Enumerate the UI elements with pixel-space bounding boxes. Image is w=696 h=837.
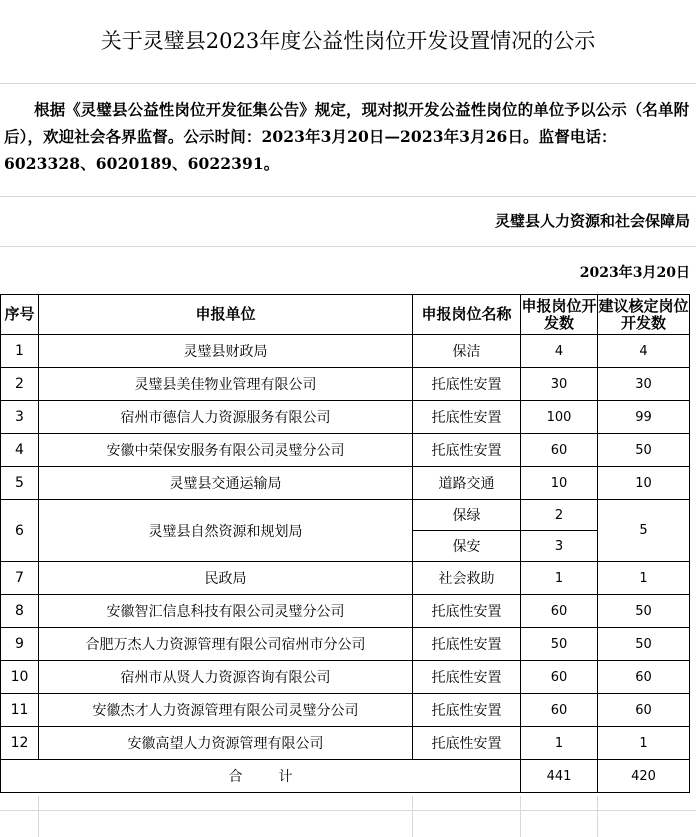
- grid-line: [520, 796, 521, 837]
- row-unit: 灵璧县自然资源和规划局: [39, 500, 413, 562]
- total-label: [1, 760, 521, 793]
- row-seq: 7: [1, 562, 39, 595]
- row-post: 道路交通: [413, 467, 521, 500]
- table-row: [1, 401, 690, 434]
- table-row: [1, 500, 690, 531]
- grid-line: [0, 810, 696, 811]
- row-apply: 1: [521, 562, 598, 595]
- table-row: [1, 335, 690, 368]
- row-approve: 30: [598, 368, 690, 401]
- row-post: 社会救助: [413, 562, 521, 595]
- table-row: [1, 661, 690, 694]
- table-row: [1, 727, 690, 760]
- row-seq: 2: [1, 368, 39, 401]
- row-unit: 合肥万杰人力资源管理有限公司宿州市分公司: [39, 628, 413, 661]
- row-approve: 60: [598, 661, 690, 694]
- row-apply: 60: [521, 661, 598, 694]
- header-seq: 序号: [1, 295, 39, 335]
- row-approve: 50: [598, 628, 690, 661]
- header-post: 申报岗位名称: [413, 295, 521, 335]
- row-unit: 宿州市德信人力资源服务有限公司: [39, 401, 413, 434]
- header-unit: 申报单位: [39, 295, 413, 335]
- total-row: [1, 760, 690, 793]
- grid-line: [0, 196, 696, 197]
- row-unit: 灵璧县财政局: [39, 335, 413, 368]
- row-post: 托底性安置: [413, 595, 521, 628]
- row-unit: 安徽中荣保安服务有限公司灵璧分公司: [39, 434, 413, 467]
- row-apply: 3: [521, 531, 598, 562]
- row-apply: 10: [521, 467, 598, 500]
- row-seq: 11: [1, 694, 39, 727]
- row-seq: 6: [1, 500, 39, 562]
- row-unit: 灵璧县交通运输局: [39, 467, 413, 500]
- row-post: 托底性安置: [413, 628, 521, 661]
- grid-line: [0, 83, 696, 84]
- row-approve: 60: [598, 694, 690, 727]
- row-apply: 60: [521, 595, 598, 628]
- row-apply: 30: [521, 368, 598, 401]
- grid-line: [412, 796, 413, 837]
- row-apply: 50: [521, 628, 598, 661]
- row-post: 托底性安置: [413, 368, 521, 401]
- issue-date: 2023年3月20日: [579, 265, 690, 281]
- row-seq: 4: [1, 434, 39, 467]
- issuing-organization: 灵璧县人力资源和社会保障局: [494, 212, 690, 230]
- row-apply: 60: [521, 434, 598, 467]
- table-row: [1, 628, 690, 661]
- row-post: 托底性安置: [413, 401, 521, 434]
- row-unit: 安徽智汇信息科技有限公司灵璧分公司: [39, 595, 413, 628]
- row-seq: 12: [1, 727, 39, 760]
- row-approve: 10: [598, 467, 690, 500]
- row-unit: 灵璧县美佳物业管理有限公司: [39, 368, 413, 401]
- row-seq: 1: [1, 335, 39, 368]
- row-approve: 50: [598, 434, 690, 467]
- table-row: [1, 368, 690, 401]
- row-approve: 4: [598, 335, 690, 368]
- row-seq: 8: [1, 595, 39, 628]
- row-apply: 2: [521, 500, 598, 531]
- table-row: [1, 434, 690, 467]
- row-apply: 60: [521, 694, 598, 727]
- row-post: 托底性安置: [413, 661, 521, 694]
- table-header-row: [1, 295, 690, 335]
- table-row: [1, 694, 690, 727]
- row-post: 托底性安置: [413, 694, 521, 727]
- positions-table: [0, 294, 690, 793]
- total-label-text: 合计: [228, 769, 329, 785]
- grid-line: [597, 796, 598, 837]
- row-post: 托底性安置: [413, 727, 521, 760]
- row-seq: 5: [1, 467, 39, 500]
- row-seq: 3: [1, 401, 39, 434]
- row-approve: 1: [598, 727, 690, 760]
- row-seq: 10: [1, 661, 39, 694]
- row-post: 保安: [413, 531, 521, 562]
- header-apply-count: 申报岗位开发数: [521, 295, 598, 335]
- row-approve: 99: [598, 401, 690, 434]
- header-approve-count: 建议核定岗位开发数: [598, 295, 690, 335]
- row-apply: 4: [521, 335, 598, 368]
- row-post: 保洁: [413, 335, 521, 368]
- total-apply: 441: [521, 760, 598, 793]
- row-approve: 50: [598, 595, 690, 628]
- row-unit: 安徽杰才人力资源管理有限公司灵璧分公司: [39, 694, 413, 727]
- table-row: [1, 595, 690, 628]
- table-row: [1, 467, 690, 500]
- row-unit: 宿州市从贤人力资源咨询有限公司: [39, 661, 413, 694]
- row-unit: 安徽高望人力资源管理有限公司: [39, 727, 413, 760]
- grid-line: [0, 246, 696, 247]
- row-apply: 100: [521, 401, 598, 434]
- row-unit: 民政局: [39, 562, 413, 595]
- row-post: 保绿: [413, 500, 521, 531]
- row-seq: 9: [1, 628, 39, 661]
- page-title: 关于灵璧县2023年度公益性岗位开发设置情况的公示: [100, 29, 596, 53]
- row-apply: 1: [521, 727, 598, 760]
- row-approve: 5: [598, 500, 690, 562]
- total-approve: 420: [598, 760, 690, 793]
- intro-paragraph: 根据《灵璧县公益性岗位开发征集公告》规定，现对拟开发公益性岗位的单位予以公示（名单附后），欢迎社会各界监督。公示时间：2023年3月20日—2023年3月26日。监督电话：6023328、6020189、6022391。: [4, 100, 690, 173]
- row-post: 托底性安置: [413, 434, 521, 467]
- grid-line: [38, 796, 39, 837]
- table-row: [1, 562, 690, 595]
- row-approve: 1: [598, 562, 690, 595]
